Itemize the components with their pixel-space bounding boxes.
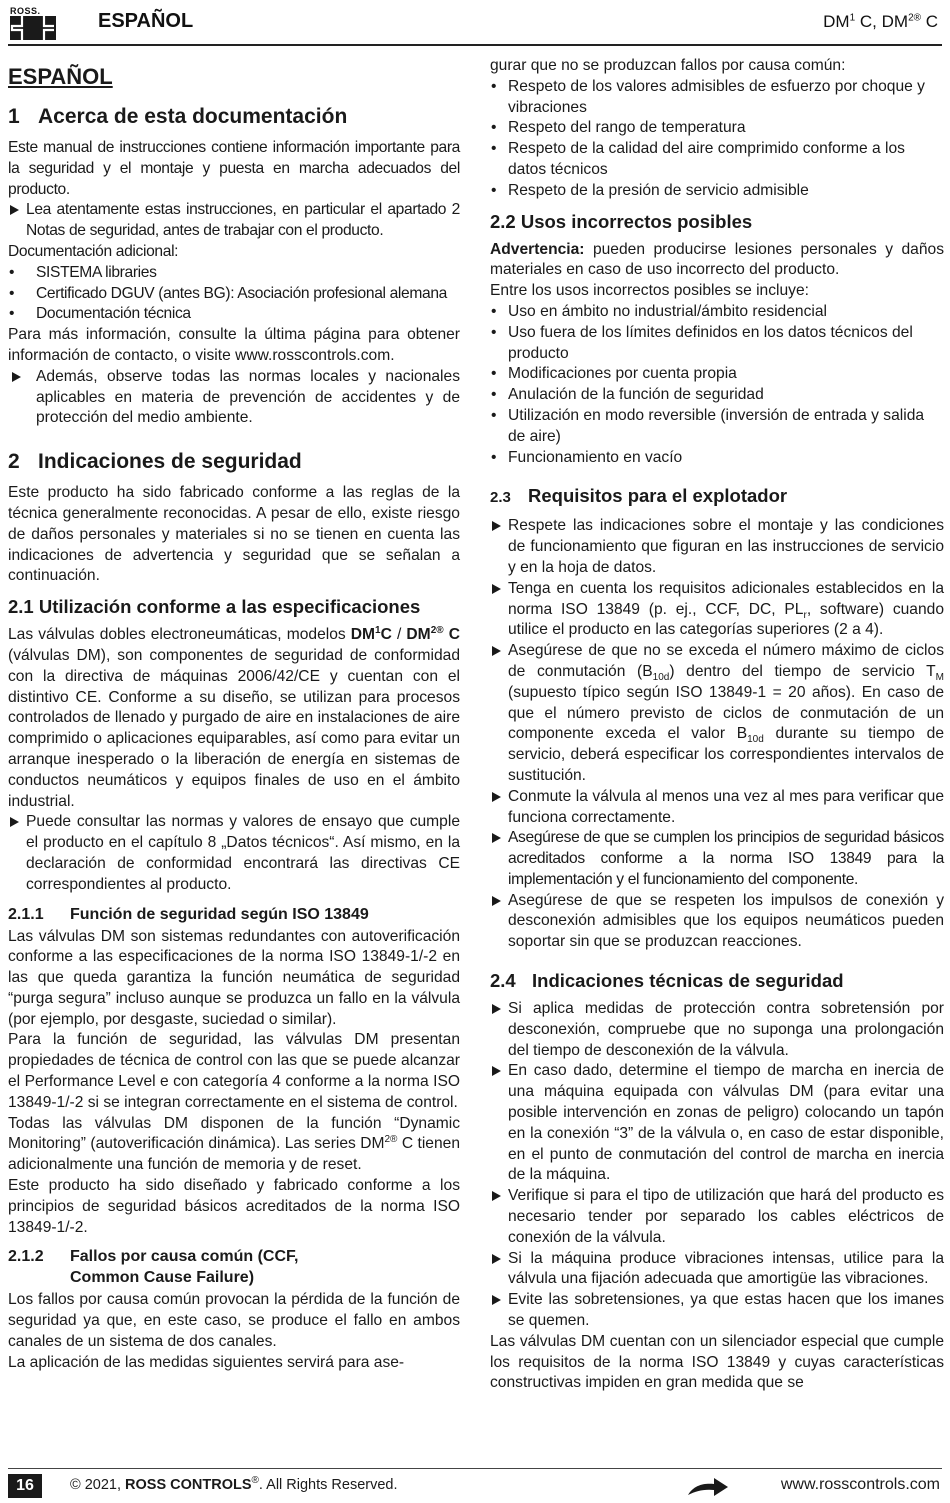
list-item: • Modificaciones por cuenta propia [490,364,944,385]
list-item: • Funcionamiento en vacío [490,448,944,469]
arrow-icon [492,833,501,843]
misuse-warning: Advertencia: pueden producirse lesiones personales y daños materiales en caso de uso incorrecto del producto. [490,240,944,279]
header-language: ESPAÑOL [98,10,194,32]
section-2-4-heading: 2.4 Indicaciones técnicas de seguridad [490,970,844,992]
arrow-icon [492,1004,501,1014]
operator-req-6: Asegúrese de que se respeten los impulsos de conexión y desconexión admisibles que los equipos neumáticos pueden soportar sin que se produzcan reacciones. [490,891,944,953]
section-2-1-2-p1: Los fallos por causa común provocan la pérdida de la función de seguridad ya que, en este caso, se produce el fallo en ambos canales de un sistema de dos canales. [8,1291,460,1351]
additional-docs-label: Documentación adicional: [8,242,179,260]
section-2-1-paragraph: Las válvulas dobles electroneumáticas, modelos $DM^1C / DM^{2®}$ C (válvulas DM), son componentes de seguridad de conformidad con la directiva de máquinas 2006/42/CE y cuentan con el distintivo CE. Conforme a su diseño, se utilizan para procesos controlados de llenado y purgado de aire en instalaciones de aire comprimido o aplicaciones equiparables, así como para evitar un arranque inesperado o la liberación de energía en sistemas de conductos neumáticos y equipos finales de uso en el ámbito industrial. [8,624,460,810]
ross-logo [10,6,56,40]
more-info-paragraph: Para más información, consulte la última página para obtener información de contacto, o visite www.rosscontrols.com. [8,326,460,364]
page-number: 16 [8,1474,42,1498]
arrow-icon [492,646,501,656]
header-divider [8,44,942,46]
operator-req-5: Asegúrese de que se cumplen los principios de seguridad básicos acreditados conforme a la norma ISO 13849 para la implementación y el funcionamiento del componente. [490,828,944,890]
section-2-1-2-heading: 2.1.2 Fallos por causa común (CCF, Common Cause Failure) [8,1248,299,1287]
arrow-icon [492,1191,501,1201]
technical-note-4: Si la máquina produce vibraciones intensas, utilice para la válvula una fijación adecuada que amortigüe las vibraciones. [490,1249,944,1291]
left-column [8,56,460,1374]
list-item: • Anulación de la función de seguridad [490,385,944,406]
arrow-icon [12,372,21,382]
section-2-1-1-heading: 2.1.1 Función de seguridad según ISO 13849 [8,905,369,923]
section-2-1-1-p2: Para la función de seguridad, las válvulas DM presentan propiedades de técnica de control con las que se puede alcanzar el Performance Level e con categoría 4 conforme a la norma ISO 13849-1/-2 si se integran correctamente en el sistema de control. [8,1031,460,1111]
misuse-list [490,302,944,468]
section-1-instruction: Lea atentamente estas instrucciones, en particular el apartado 2 Notas de seguridad, antes de trabajar con el producto. [8,200,460,242]
page-title: ESPAÑOL [8,64,113,89]
section-2-2-heading: 2.2 Usos incorrectos posibles [490,210,753,232]
arrow-icon [10,817,19,827]
arrow-icon [10,205,19,215]
right-column [490,56,944,1394]
header-model: $DM^1$ C, $DM^{2®}$ C [823,12,938,31]
website-link[interactable]: www.rosscontrols.com [780,1476,940,1493]
section-2-heading: 2 Indicaciones de seguridad [8,450,302,474]
next-arrow-icon [686,1475,730,1499]
list-item: • Uso fuera de los límites definidos en los datos técnicos del producto [490,323,944,365]
list-item: • Respeto de los valores admisibles de esfuerzo por choque y vibraciones [490,77,944,119]
section-2-1-1-p4: Este producto ha sido diseñado y fabricado conforme a los principios de seguridad básicos acreditados de la norma ISO 13849-1/-2. [8,1177,460,1236]
ccf-continuation: gurar que no se produzcan fallos por causa común: [490,57,846,74]
operator-req-2: Tenga en cuenta los requisitos adicionales establecidos en la norma ISO 13849 (p. ej., CCF, DC, $PL_r$, software) cuando utilice el producto en las categorías superiores (2 a 4). [490,579,944,641]
section-2-3-heading: 2.3 Requisitos para el explotador [490,485,788,507]
footer-divider [8,1468,942,1469]
technical-note-5: Evite las sobretensiones, ya que estas hacen que los imanes se quemen. [490,1290,944,1332]
list-item: • Respeto del rango de temperatura [490,118,944,139]
technical-note-1: Si aplica medidas de protección contra sobretensión por desconexión, compruebe que no suponga una prolongación del tiempo de desconexión de la válvula. [490,999,944,1061]
list-item: • Certificado DGUV (antes BG): Asociación profesional alemana [8,284,460,305]
section-2-1-heading: 2.1 Utilización conforme a las especificaciones [8,596,421,618]
section-1-heading: 1 Acerca de esta documentación [8,105,348,128]
logo-text: ROSS. [10,6,41,16]
technical-note-2: En caso dado, determine el tiempo de marcha en inercia de una máquina equipada con válvulas DM (para evitar una posible intervención en zonas de peligro) colocando un tapón en la conexión “3” de la válvula o, en caso de estar disponible, en el punto de conmutación del control de marcha en inercia de la máquina. [490,1061,944,1186]
section-2-1-instruction: Puede consultar las normas y valores de ensayo que cumple el producto en el capítulo 8 „Datos técnicos“. Así mismo, en la declaración de conformidad encontrará las directivas CE correspondientes al producto. [8,812,460,895]
additional-docs-list [8,263,460,325]
arrow-icon [492,1295,501,1305]
ross-logo-mark [10,16,56,40]
list-item: • SISTEMA libraries [8,263,460,284]
list-item: • Respeto de la calidad del aire comprimido conforme a los datos técnicos [490,139,944,181]
page-header [0,0,950,44]
section-1-intro: Este manual de instrucciones contiene información importante para la seguridad y el montaje y puesta en marcha adecuados del producto. [8,139,460,198]
section-1-regulations-note: Además, observe todas las normas locales y nacionales aplicables en materia de prevención de accidentes y de protección del medio ambiente. [8,367,460,429]
arrow-icon [492,1066,501,1076]
copyright-notice: © 2021, ROSS CONTROLS®. All Rights Reserved. [70,1475,398,1493]
section-2-1-1-p1: Las válvulas DM son sistemas redundantes con autoverificación conforme a las especificaciones de la norma ISO 13849-1/-2 en las que queda garantiza la función neumática de seguridad “purga segura” incluso aunque se produzca un fallo en la válvula (por ejemplo, por desgaste, suciedad o similar). [8,927,460,1028]
section-2-intro: Este producto ha sido fabricado conforme a las reglas de la técnica generalmente reconocidas. A pesar de ello, existe riesgo de daños personales y materiales si no se tienen en cuenta las indicaciones de advertencia y seguridad que se señalan a continuación. [8,484,460,585]
arrow-icon [492,792,501,802]
arrow-icon [492,521,501,531]
ccf-measures-list [490,77,944,202]
misuse-intro: Entre los usos incorrectos posibles se incluye: [490,282,809,300]
list-item: • Documentación técnica [8,304,460,325]
list-item: • Uso en ámbito no industrial/ámbito residencial [490,302,944,323]
technical-note-3: Verifique si para el tipo de utilización que hará del producto es necesario tender por separado los cables eléctricos de conexión de la válvula. [490,1186,944,1248]
operator-req-1: Respete las indicaciones sobre el montaje y las condiciones de funcionamiento que figuran en las instrucciones de servicio y en la hoja de datos. [490,516,944,578]
silencer-paragraph: Las válvulas DM cuentan con un silenciador especial que cumple los requisitos de la norma ISO 13849 y cuyas características constructivas impiden en gran medida que se [490,1332,944,1392]
arrow-icon [492,584,501,594]
arrow-icon [492,1254,501,1264]
section-2-1-1-p3: Todas las válvulas DM disponen de la función “Dynamic Monitoring” (autoverificación dinámica). Las series $DM^{2®}$ C tienen adicionalmente una función de memoria y de reset. [8,1114,460,1174]
list-item: • Utilización en modo reversible (inversión de entrada y salida de aire) [490,406,944,448]
section-2-1-2-p2: La aplicación de las medidas siguientes servirá para ase- [8,1353,405,1371]
arrow-icon [492,896,501,906]
operator-req-4: Conmute la válvula al menos una vez al mes para verificar que funciona correctamente. [490,787,944,829]
operator-req-3: Asegúrese de que no se exceda el número máximo de ciclos de conmutación $(B_{10d})$ dentro del tiempo de servicio $T_M$ (supuesto típico según ISO 13849-1 = 20 años). En caso de que el número previsto de ciclos de conmutación de un componente exceda el valor $B_{10d}$ durante su tiempo de servicio, deberá especificar los correspondientes intervalos de sustitución. [490,641,944,787]
list-item: • Respeto de la presión de servicio admisible [490,181,944,202]
